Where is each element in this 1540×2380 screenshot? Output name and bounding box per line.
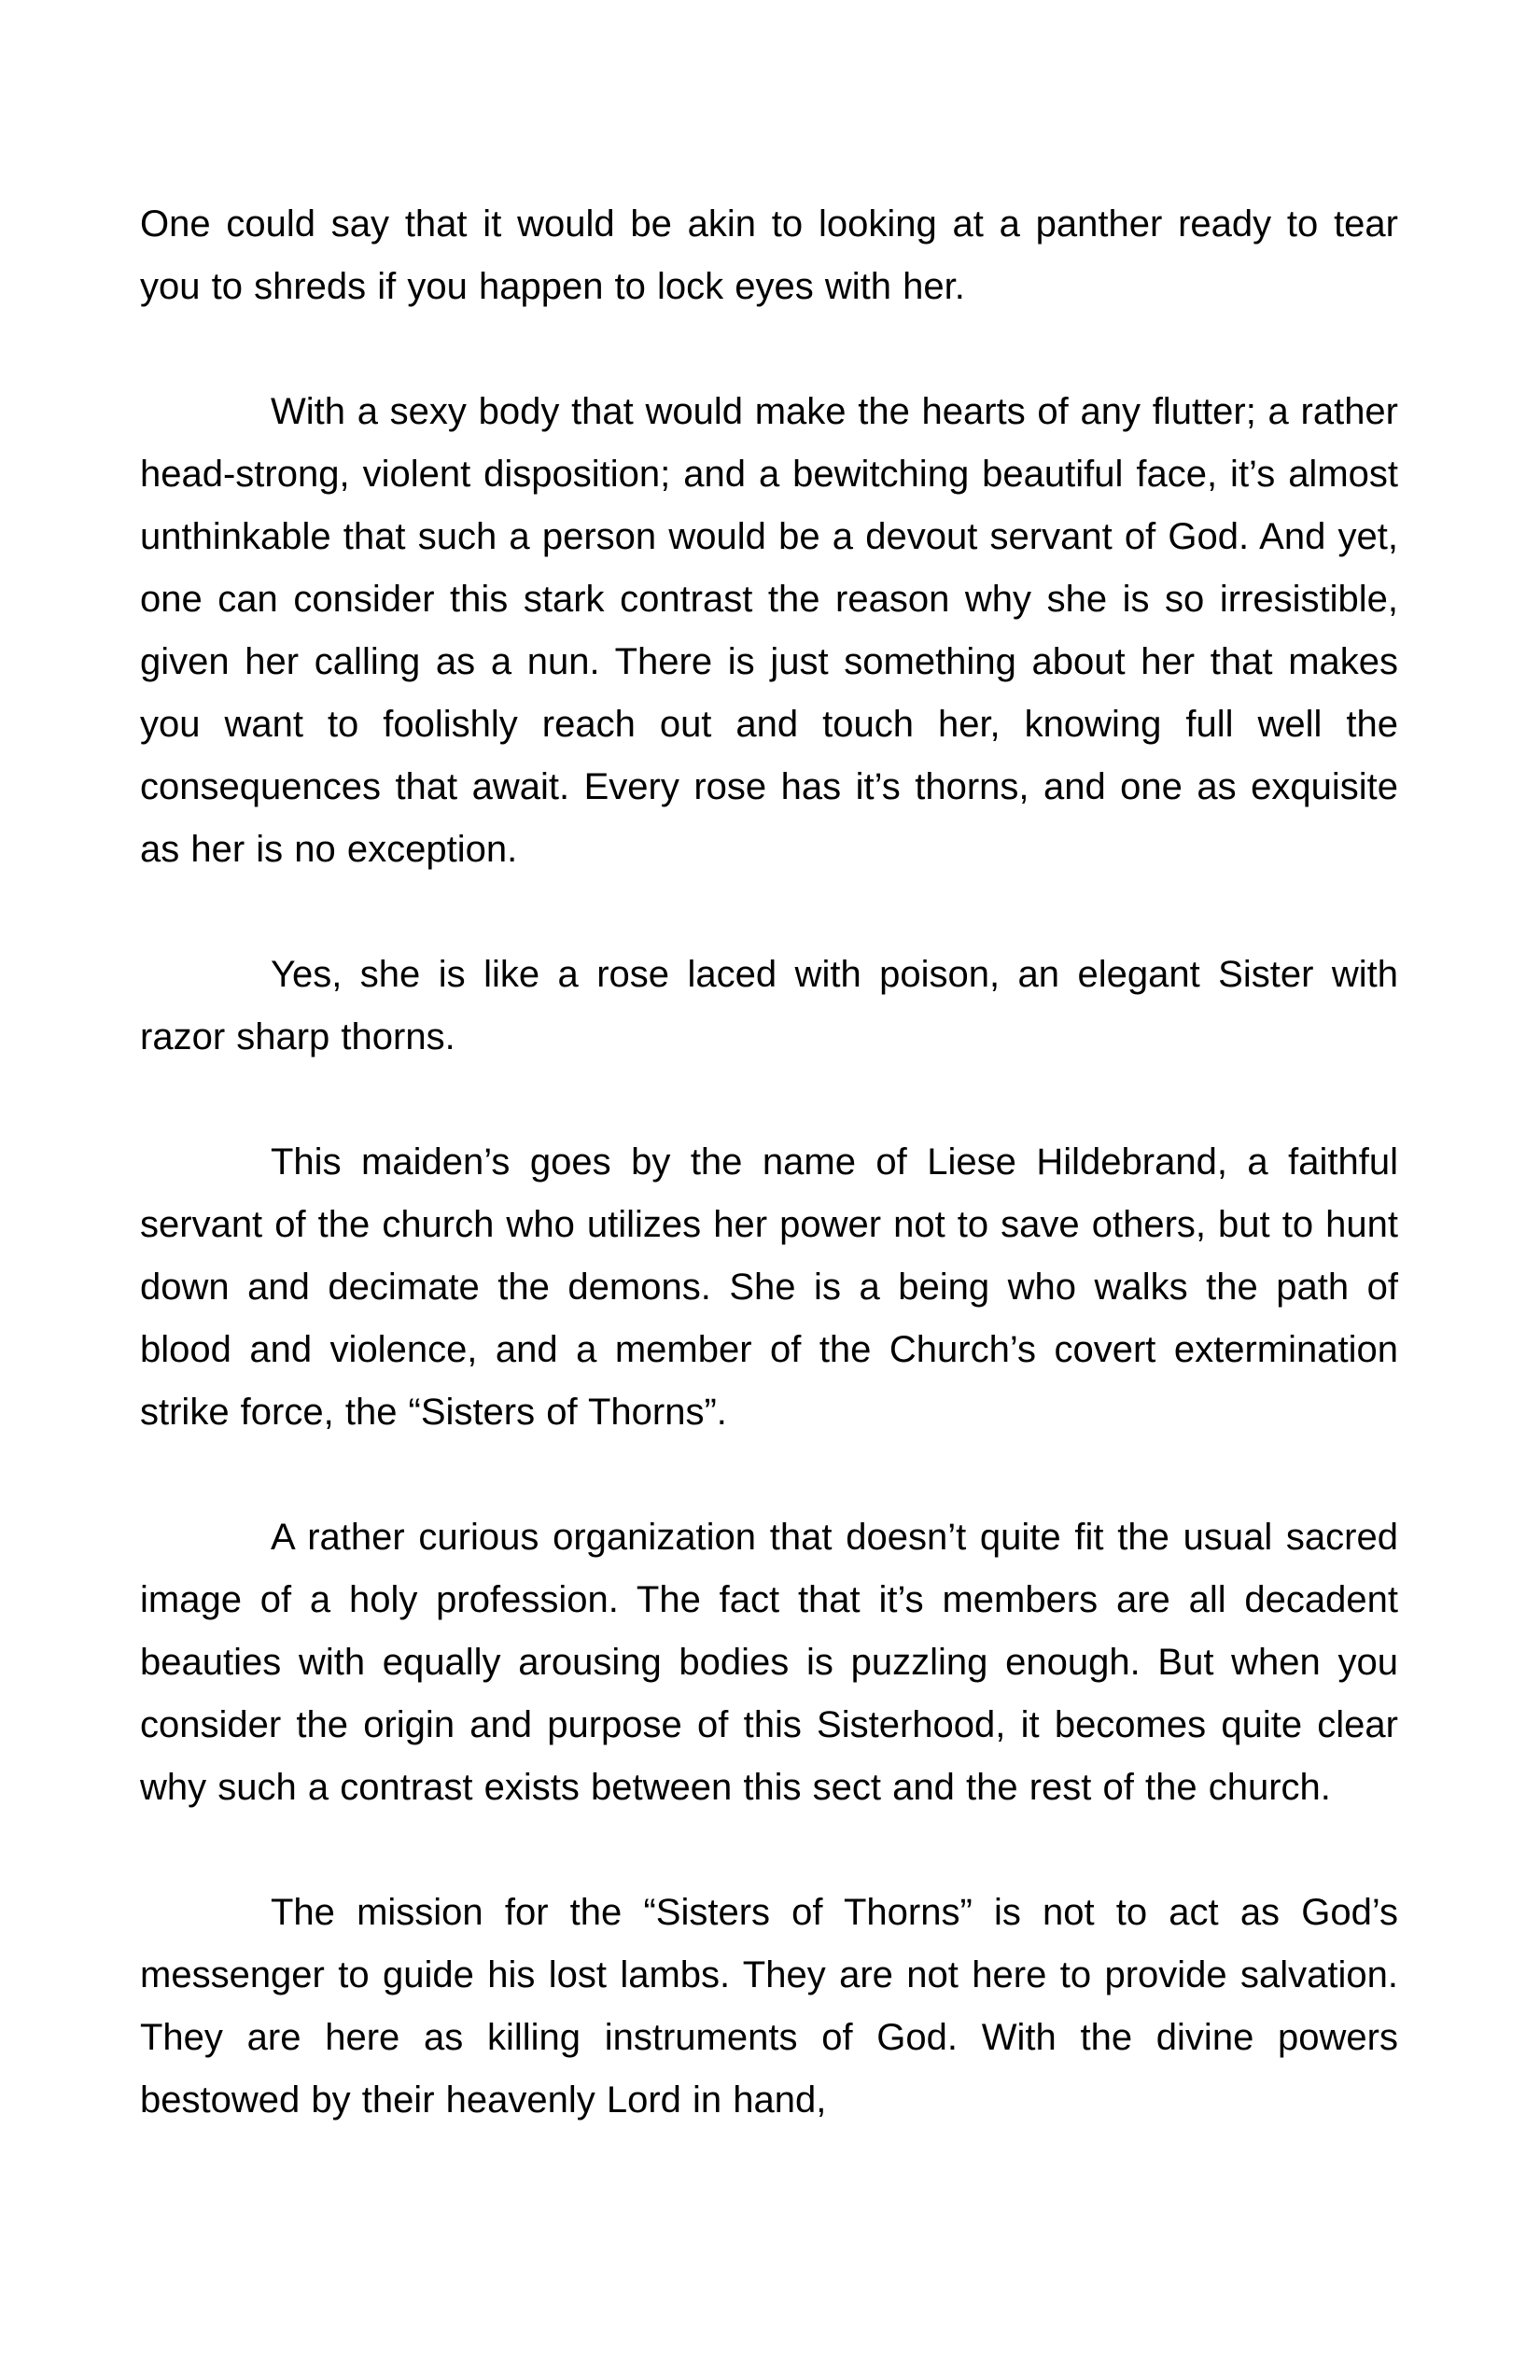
paragraph: The mission for the “Sisters of Thorns” is not to act as God’s messenger to guide his lost lambs. They are not here to provide salvation. They are here as killing instruments of God. With the divine powers bestowed by their heavenly Lord in hand, — [140, 1892, 1398, 2121]
paragraph: This maiden’s goes by the name of Liese Hildebrand, a faithful servant of the church who utilizes her power not to save others, but to hunt down and decimate the demons. She is a being who walks the path of blood and violence, and a member of the Church’s covert extermination strike force, the “Sisters of Thorns”. — [140, 1141, 1398, 1433]
paragraph: With a sexy body that would make the hearts of any flutter; a rather head-strong, violent disposition; and a bewitching beautiful face, it’s almost unthinkable that such a person would be a devout servant of God. And yet, one can consider this stark contrast the reason why she is so irresistible, given her calling as a nun. There is just something about her that makes you want to foolishly reach out and touch her, knowing full well the consequences that await. Every rose has it’s thorns, and one as exquisite as her is no exception. — [140, 391, 1398, 870]
paragraph: One could say that it would be akin to looking at a panther ready to tear you to shreds if you happen to lock eyes with her. — [140, 203, 1398, 307]
paragraph: Yes, she is like a rose laced with poison, an elegant Sister with razor sharp thorns. — [140, 954, 1398, 1057]
paragraph: A rather curious organization that doesn’t quite fit the usual sacred image of a holy profession. The fact that it’s members are all decadent beauties with equally arousing bodies is puzzling enough. But when you consider the origin and purpose of this Sisterhood, it becomes quite clear why such a contrast exists between this sect and the rest of the church. — [140, 1517, 1398, 1808]
